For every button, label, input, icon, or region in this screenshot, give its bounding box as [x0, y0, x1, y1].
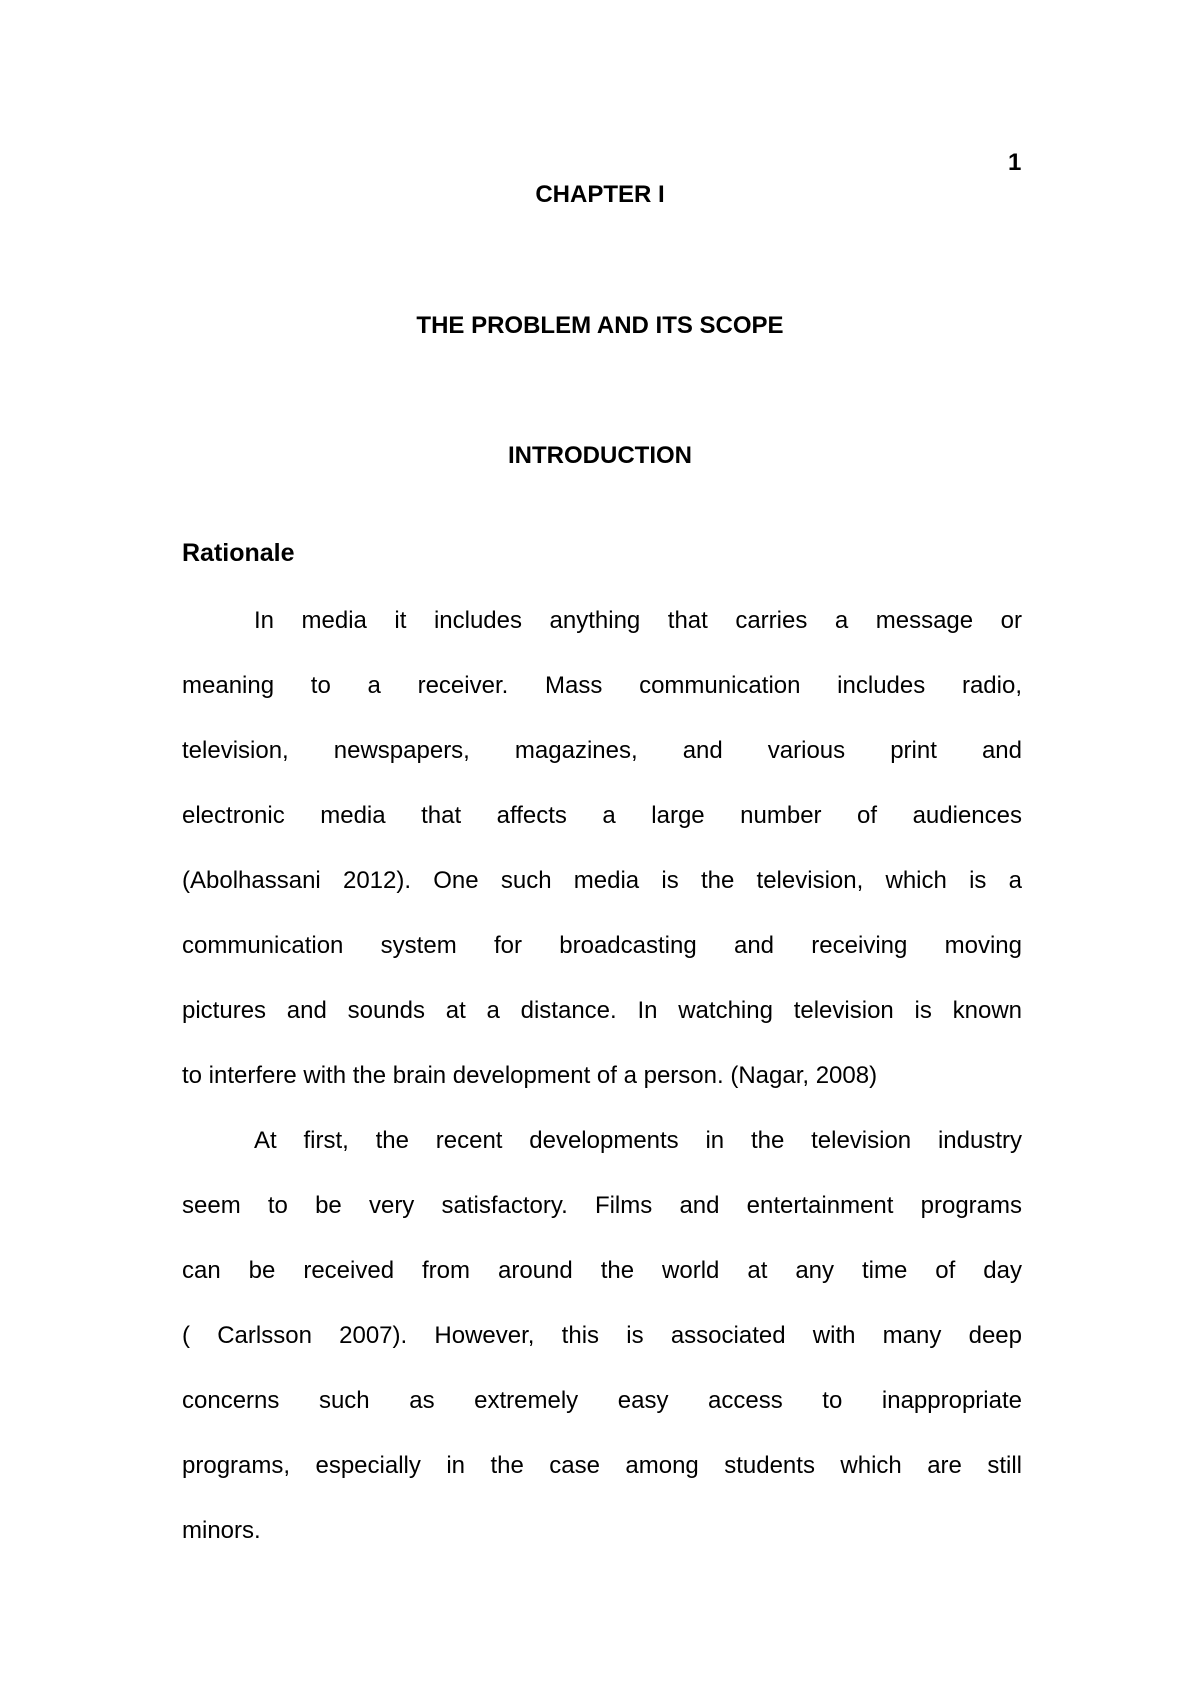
paragraph-line: can be received from around the world at any time of day: [182, 1257, 1022, 1284]
paragraph-rationale-1: [182, 588, 1022, 1108]
chapter-title: THE PROBLEM AND ITS SCOPE: [416, 312, 784, 339]
paragraph-line: (Abolhassani 2012). One such media is the television, which is a: [182, 867, 1022, 894]
paragraph-line: At first, the recent developments in the television industry: [254, 1127, 1022, 1154]
paragraph-line: programs, especially in the case among students which are still: [182, 1452, 1022, 1479]
paragraph-rationale-2: [182, 1108, 1022, 1563]
paragraph-line: to interfere with the brain development of a person. (Nagar, 2008): [182, 1062, 878, 1089]
paragraph-line: meaning to a receiver. Mass communication includes radio,: [182, 672, 1022, 699]
paragraph-line: ( Carlsson 2007). However, this is associated with many deep: [182, 1322, 1022, 1349]
paragraph-line: electronic media that affects a large number of audiences: [182, 802, 1022, 829]
paragraph-line: concerns such as extremely easy access to inappropriate: [182, 1387, 1022, 1414]
paragraph-line: In media it includes anything that carries a message or: [254, 607, 1022, 634]
paragraph-line: seem to be very satisfactory. Films and entertainment programs: [182, 1192, 1022, 1219]
chapter-heading: CHAPTER I: [535, 181, 665, 208]
paragraph-line: communication system for broadcasting and receiving moving: [182, 932, 1022, 959]
paragraph-line: television, newspapers, magazines, and various print and: [182, 737, 1022, 764]
rationale-heading: Rationale: [182, 539, 295, 567]
page-number: 1: [1008, 149, 1022, 176]
paragraph-line: minors.: [182, 1517, 261, 1544]
paragraph-line: pictures and sounds at a distance. In watching television is known: [182, 997, 1022, 1024]
introduction-heading: INTRODUCTION: [508, 442, 692, 469]
